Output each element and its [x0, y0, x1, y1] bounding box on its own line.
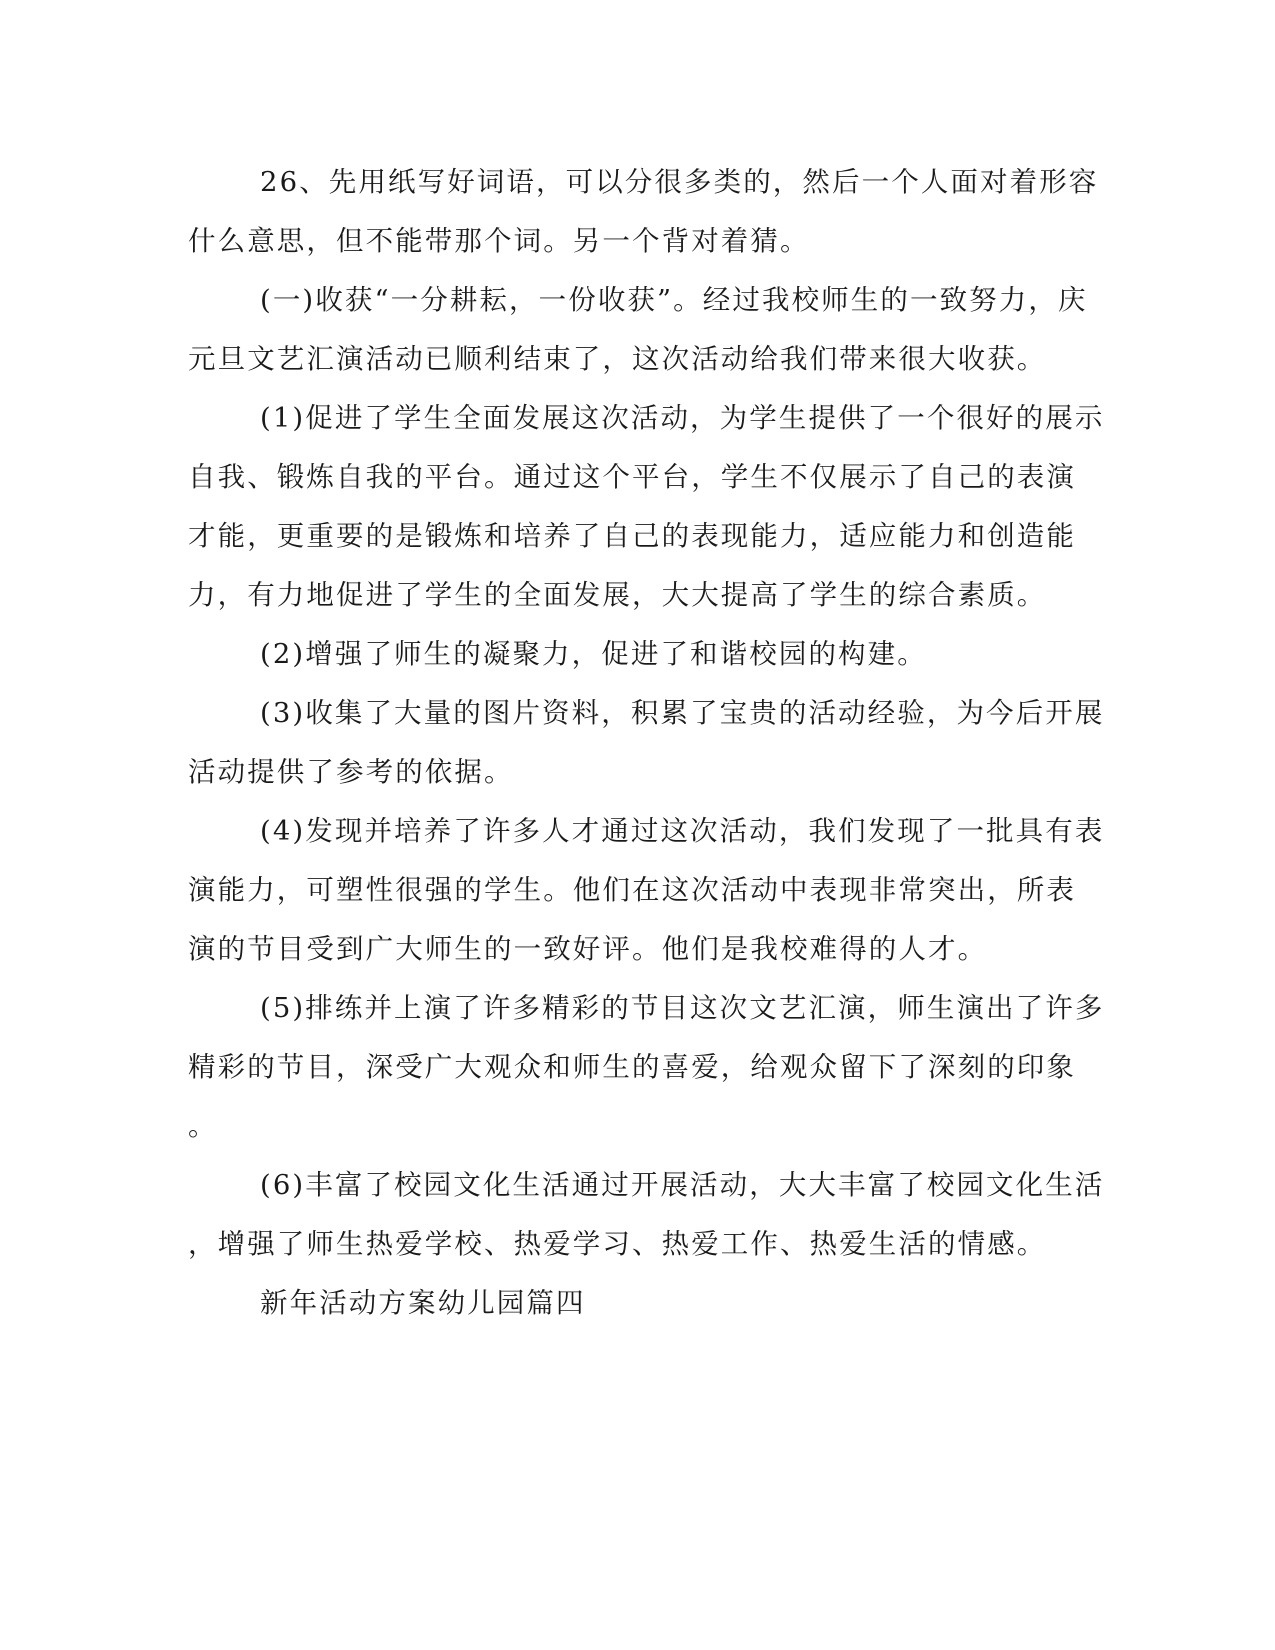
paragraph-line: 。: [188, 1110, 218, 1142]
paragraph-line: (一)收获“一分耕耘，一份收获”。经过我校师生的一致努力，庆: [260, 284, 1088, 316]
paragraph-line: 自我、锻炼自我的平台。通过这个平台，学生不仅展示了自己的表演: [188, 461, 1076, 493]
paragraph-line: 元旦文艺汇演活动已顺利结束了，这次活动给我们带来很大收获。: [188, 343, 1047, 375]
paragraph-line: (2)增强了师生的凝聚力，促进了和谐校园的构建。: [260, 638, 927, 670]
paragraph-line: 精彩的节目，深受广大观众和师生的喜爱，给观众留下了深刻的印象: [188, 1051, 1076, 1083]
paragraph-line: 什么意思，但不能带那个词。另一个背对着猜。: [188, 225, 810, 257]
paragraph-line: ，增强了师生热爱学校、热爱学习、热爱工作、热爱生活的情感。: [188, 1228, 1047, 1260]
paragraph-line: (4)发现并培养了许多人才通过这次活动，我们发现了一批具有表: [260, 815, 1105, 847]
section-heading: 新年活动方案幼儿园篇四: [260, 1287, 586, 1319]
paragraph-line: (1)促进了学生全面发展这次活动，为学生提供了一个很好的展示: [260, 402, 1105, 434]
paragraph-line: 力，有力地促进了学生的全面发展，大大提高了学生的综合素质。: [188, 579, 1047, 611]
paragraph-line: 演能力，可塑性很强的学生。他们在这次活动中表现非常突出，所表: [188, 874, 1076, 906]
paragraph-line: 26、先用纸写好词语，可以分很多类的，然后一个人面对着形容: [260, 166, 1099, 198]
paragraph-line: 才能，更重要的是锻炼和培养了自己的表现能力，适应能力和创造能: [188, 520, 1076, 552]
paragraph-line: 活动提供了参考的依据。: [188, 756, 514, 788]
paragraph-line: (5)排练并上演了许多精彩的节目这次文艺汇演，师生演出了许多: [260, 992, 1105, 1024]
paragraph-line: 演的节目受到广大师生的一致好评。他们是我校难得的人才。: [188, 933, 988, 965]
paragraph-line: (6)丰富了校园文化生活通过开展活动，大大丰富了校园文化生活: [260, 1169, 1105, 1201]
paragraph-line: (3)收集了大量的图片资料，积累了宝贵的活动经验，为今后开展: [260, 697, 1105, 729]
